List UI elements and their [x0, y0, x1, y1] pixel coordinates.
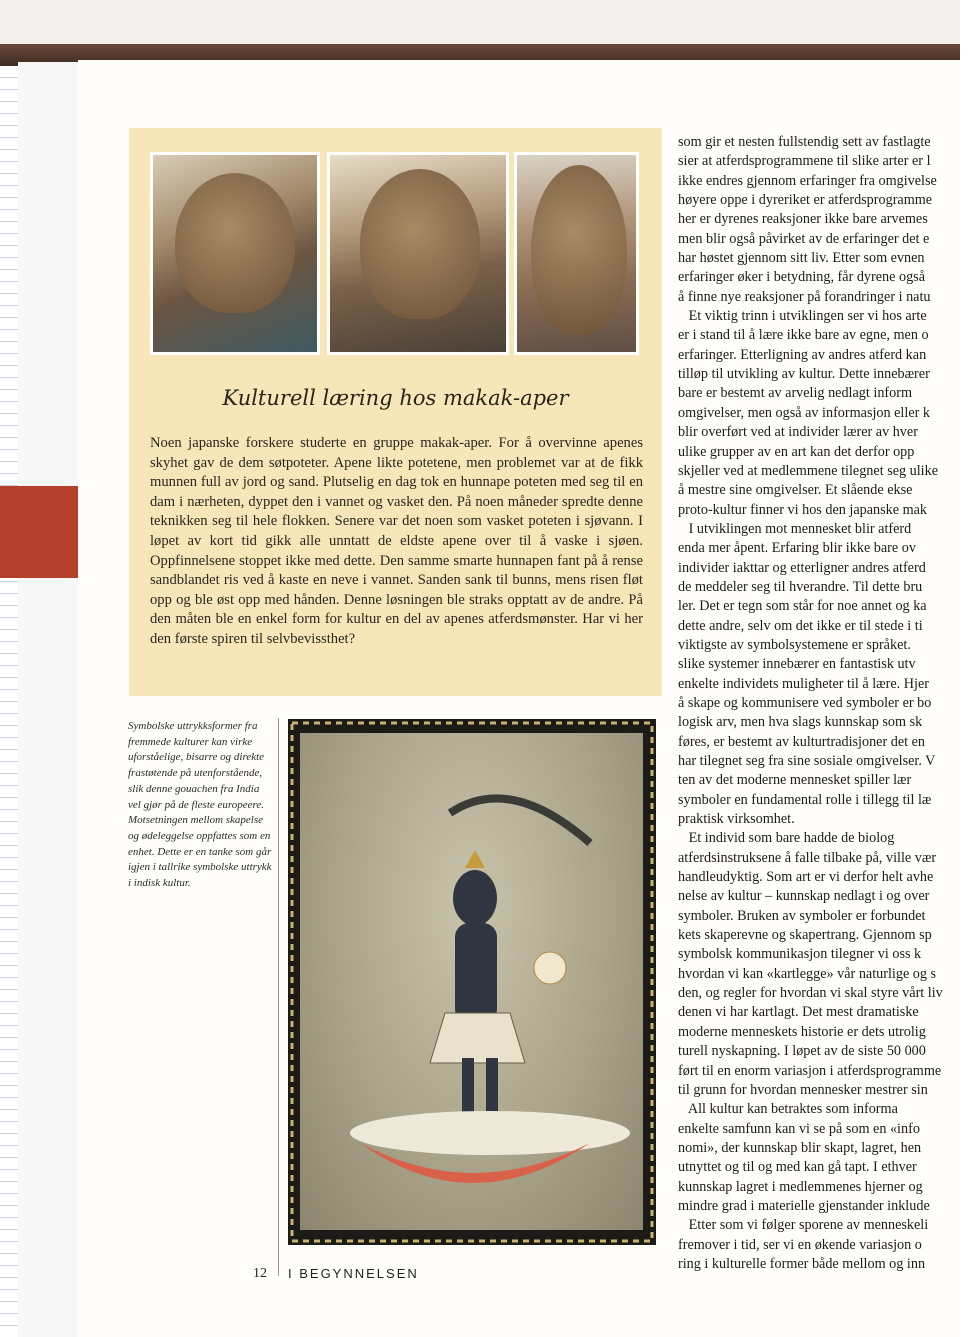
text-line: høyere oppe i dyreriket er atferdsprogramme: [678, 192, 933, 209]
text-line: fremover i tid, ser vi en økende variasjon o: [678, 1236, 922, 1253]
text-line: men blir også påvirket av de erfaringer det e: [678, 230, 930, 247]
text-line: I utviklingen mot mennesket blir atferd: [678, 520, 912, 537]
text-line: mindre grad i materielle gjenstander inklude: [678, 1197, 930, 1214]
page-number: 12: [253, 1266, 267, 1281]
text-line: enkelte individets muligheter til å lære. Hjer: [678, 675, 929, 692]
text-line: individer iakttar og etterligner andres atferd: [678, 559, 926, 576]
text-line: logisk arv, men hva slags kunnskap som sk: [678, 714, 923, 731]
text-line: de meddeler seg til hverandre. Til dette bru: [678, 578, 923, 595]
image-caption: Symbolske uttrykksformer fra fremmede kulturer kan virke uforståelige, bisarre og direkte frastøtende på utenforstående, slik denne gouachen fra India vel gjør på de fleste europeere. Motsetningen mellom skapelse og ødeleggelse oppfattes som en enhet. Dette er en tanke som går igjen i tallrike symbolske uttrykk i indisk kultur.: [128, 720, 272, 890]
text-line: skjeller ved at medlemmene tilegnet seg ulike: [678, 462, 939, 479]
text-line: er i stand til å lære ikke bare av egne, men o: [678, 327, 929, 344]
text-line: har tilegnet seg fra sine sosiale omgivelser. V: [678, 753, 936, 769]
text-line: symboler en fundamental rolle i tillegg til læ: [678, 791, 932, 808]
text-line: Et viktig trinn i utviklingen ser vi hos arte: [678, 308, 927, 325]
text-line: symbolsk kommunikasjon tilegner vi oss k: [678, 946, 922, 963]
kali-figure-illustration: [300, 733, 643, 1230]
text-line: erfaringer. Etterligning av andres atferd kan: [678, 346, 927, 363]
macaque-photo-3: [514, 152, 639, 355]
text-line: hvordan vi kan «kartlegge» vår naturlige og s: [678, 965, 937, 982]
text-line: nomi», der kunnskap blir skapt, lagret, hen: [678, 1139, 922, 1156]
page-edge: [18, 62, 79, 1337]
text-line: denen vi har kartlagt. Det mest dramatiske: [678, 1004, 919, 1021]
text-line: å mestre sine omgivelser. Et slående ekse: [678, 482, 913, 499]
text-line: den, og regler for hvordan vi skal styre vårt liv: [678, 985, 943, 1002]
text-line: All kultur kan betraktes som informa: [678, 1101, 898, 1118]
text-line: Etter som vi følger sporene av menneskeli: [678, 1217, 929, 1234]
text-line: ler. Det er tegn som står for noe annet og ka: [678, 598, 927, 615]
text-line: turell nyskapning. I løpet av de siste 50 000: [678, 1043, 926, 1060]
macaque-photo-2: [327, 152, 509, 355]
text-line: ten av det moderne mennesket spiller lær: [678, 772, 912, 789]
text-line: omgivelser, men også av informasjon eller k: [678, 404, 930, 421]
text-line: moderne menneskets historie er dets utrolig: [678, 1023, 926, 1040]
text-line: proto-kultur finner vi hos den japanske mak: [678, 501, 928, 518]
text-line: enda mer åpent. Erfaring blir ikke bare ov: [678, 540, 916, 557]
text-line: kets skaperevne og skapertrang. Gjennom sp: [678, 927, 932, 944]
text-line: handleudyktig. Som art er vi derfor helt avhe: [678, 869, 934, 886]
running-head: I BEGYNNELSEN: [288, 1266, 419, 1281]
text-line: symboler. Bruken av symboler er forbundet: [678, 907, 926, 924]
main-text-column: [678, 133, 978, 1272]
text-line: kunnskap lagret i medlemmenes hjerner og: [678, 1178, 923, 1195]
text-line: sier at atferdsprogrammene til slike arter er l: [678, 153, 931, 170]
text-line: blir overført ved at individer lærer av hver: [678, 424, 918, 441]
text-line: å finne nye reaksjoner på forandringer i natu: [678, 288, 931, 305]
kali-painting: [300, 733, 643, 1230]
text-line: nelse av kultur – kunnskap nedlagt i og over: [678, 888, 930, 905]
text-line: praktisk virksomhet.: [678, 811, 795, 828]
box-title: Kulturell læring hos makak-aper: [222, 386, 569, 410]
text-line: til grunn for hvordan mennesker mestrer sin: [678, 1081, 928, 1098]
text-line: føres, er bestemt av kulturtradisjoner det en: [678, 733, 926, 750]
text-line: å skape og kommunisere ved symboler er bo: [678, 694, 932, 711]
text-line: enkelte samfunn kan vi se på som en «info: [678, 1120, 920, 1137]
text-line: viktigste av symbolsystemene er språket.: [678, 636, 911, 653]
text-line: ikke endres gjennom erfaringer fra omgivelse: [678, 172, 937, 189]
text-line: Et individ som bare hadde de biolog: [678, 830, 895, 847]
text-line: dette andre, selv om det ikke er til stede i ti: [678, 617, 923, 634]
macaque-photo-1: [150, 152, 320, 355]
text-line: som gir et nesten fullstendig sett av fastlagte: [678, 134, 931, 150]
text-line: erfaringer øker i betydning, får dyrene også: [678, 269, 925, 286]
text-line: atferdsinstruksene å falle tilbake på, ville vær: [678, 849, 937, 866]
text-line: slike systemer innebærer en fantastisk utv: [678, 656, 916, 673]
red-margin-tab: [0, 486, 78, 578]
box-body-text: Noen japanske forskere studerte en gruppe makak-aper. For å overvinne apenes skyhet gav de dem søtpoteter. Apene likte potetene, men problemet var at de fikk munnen full av jord og sand. Plutselig en dag tok en hunnape poteten med seg til en dam i nærheten, dyppet den i vannet og vasket den. På noen måneder spredte denne teknikken seg til hele flokken. Senere var det noen som vasket poteten i sjøvann. I løpet av kort tid gikk alle unntatt de eldste apene over til å vaske i sjøen. Oppfinnelsene stoppet ikke med dette. Den samme smarte hunnapen fant på å rense sandblandet ris ved å kaste en neve i vannet. Sanden sank til bunns, mens risen fløt opp og ble øst opp med hånden. Denne løsningen ble straks opptatt av de andre. På den måten ble en enkel form for kultur en del av apenes atferdsmønster. Har vi her den første spiren til selvbevissthet?: [150, 435, 643, 647]
column-divider: [278, 718, 279, 1276]
text-line: ulike grupper av en art kan det derfor opp: [678, 443, 915, 460]
text-line: utnyttet og til og med kan gå tapt. I ethver: [678, 1159, 917, 1176]
text-line: ring i kulturelle former både mellom og inn: [678, 1255, 926, 1272]
text-line: bare er bestemt av arvelig nedlagt inform: [678, 385, 912, 402]
text-line: har høstet gjennom sitt liv. Etter som evnen: [678, 250, 925, 267]
text-line: ført til en enorm variasjon i atferdsprogramme: [678, 1062, 942, 1079]
text-line: tilløp til utvikling av kultur. Dette innebærer: [678, 366, 930, 383]
text-line: her er dyrenes reaksjoner ikke bare arvemes: [678, 211, 928, 228]
